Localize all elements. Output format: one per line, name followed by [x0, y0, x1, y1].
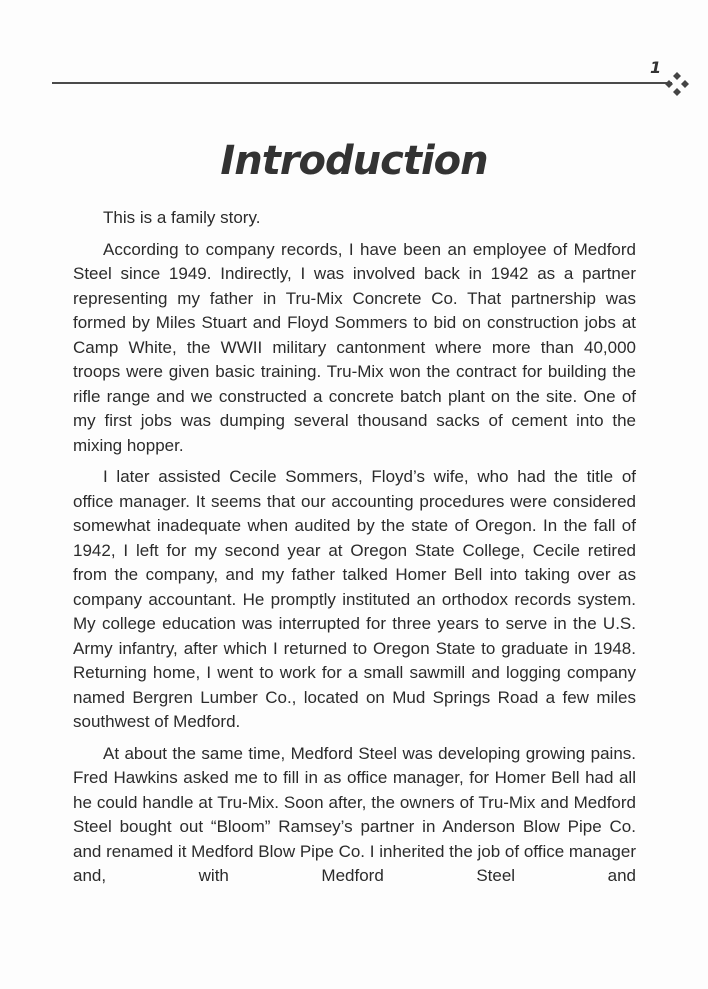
four-diamond-ornament-icon: [664, 71, 690, 97]
page-number: 1: [650, 58, 662, 77]
header-rule: [52, 82, 672, 84]
chapter-title: Introduction: [220, 138, 488, 184]
paragraph: I later assisted Cecile Sommers, Floyd’s wife, who had the title of office manager. It seems that our accounting procedures were considered somewhat inadequate when audited by the state of Oregon. In the fall of 1942, I left for my second year at Oregon State College, Cecile retired from the company, and my father talked Homer Bell into taking over as company accountant. He promptly instituted an orthodox records system. My college education was interrupted for three years to serve in the U.S. Army infantry, after which I returned to Oregon State to graduate in 1948. Returning home, I went to work for a small sawmill and logging company named Bergren Lumber Co., located on Mud Springs Road a few miles southwest of Medford.: [73, 467, 636, 731]
paragraph: This is a family story.: [103, 208, 261, 227]
paragraph: According to company records, I have been an employee of Medford Steel since 1949. Indirectly, I was involved back in 1942 as a partner representing my father in Tru-Mix Concrete Co. That partnership was formed by Miles Stuart and Floyd Sommers to bid on construction jobs at Camp White, the WWII military cantonment where more than 40,000 troops were given basic training. Tru-Mix won the contract for building the rifle range and we constructed a concrete batch plant on the site. One of my first jobs was dumping several thousand sacks of cement into the mixing hopper.: [73, 239, 636, 455]
paragraph: At about the same time, Medford Steel was developing growing pains. Fred Hawkins asked me to fill in as office manager, for Homer Bell had all he could handle at Tru-Mix. Soon after, the owners of Tru-Mix and Medford Steel bought out “Bloom” Ramsey’s partner in Anderson Blow Pipe Co. and renamed it Medford Blow Pipe Co. I inherited the job of office manager and, with Medford Steel and: [73, 743, 636, 885]
body-text: [73, 206, 636, 896]
